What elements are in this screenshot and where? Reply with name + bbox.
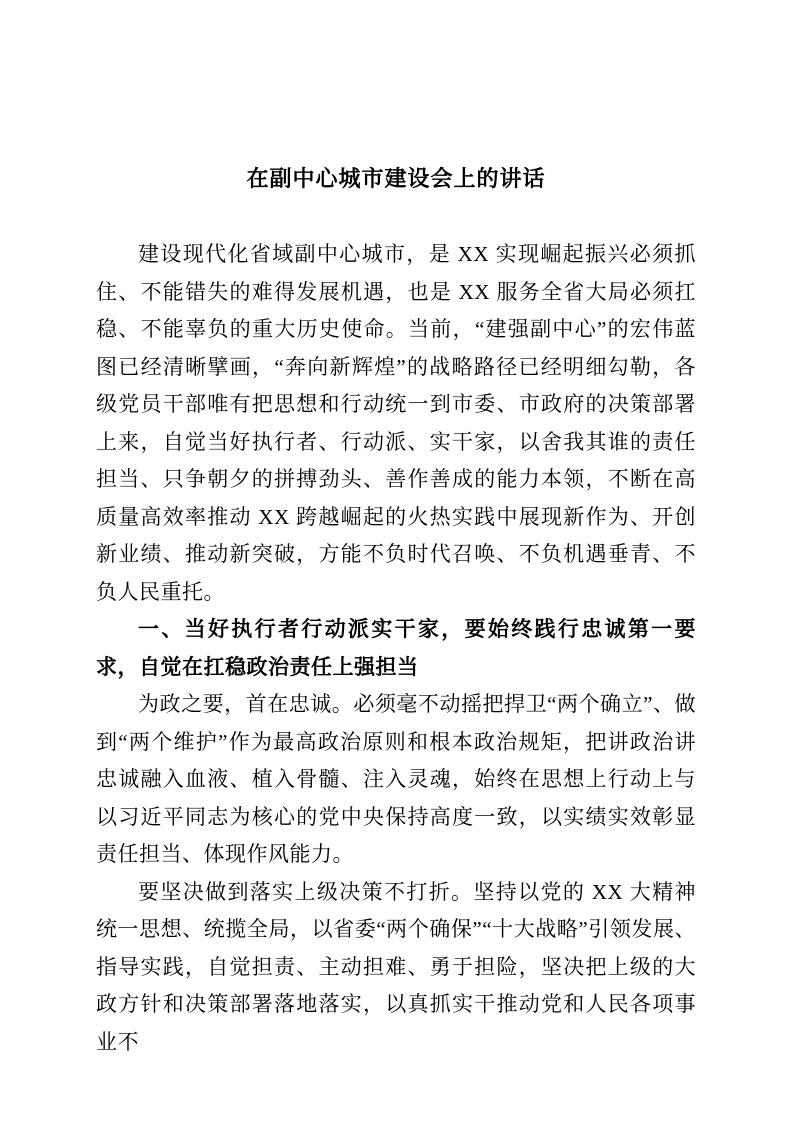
paragraph-loyalty: 为政之要，首在忠诚。必须毫不动摇把捍卫“两个确立”、做到“两个维护”作为最高政治原则和根本政治规矩，把讲政治讲忠诚融入血液、植入骨髓、注入灵魂，始终在思想上行动上与以习近平同志为核心的党中央保持高度一致，以实绩实效彰显责任担当、体现作风能力。 — [96, 692, 696, 866]
paragraph-intro: 建设现代化省域副中心城市，是 XX 实现崛起振兴必须抓住、不能错失的难得发展机遇，也是 XX 服务全省大局必须扛稳、不能辜负的重大历史使命。当前，“建强副中心”的宏伟蓝图已经清晰擘画，“奔向新辉煌”的战略路径已经明细勾勒，各级党员干部唯有把思想和行动统一到市委、市政府的决策部署上来，自觉当好执行者、行动派、实干家，以舍我其谁的责任担当、只争朝夕的拼搏劲头、善作善成的能力本领，不断在高质量高效率推动 XX 跨越崛起的火热实践中展现新作为、开创新业绩、推动新突破，方能不负时代召唤、不负机遇垂青、不负人民重托。 — [96, 242, 696, 604]
paragraph-implementation: 要坚决做到落实上级决策不打折。坚持以党的 XX 大精神统一思想、统揽全局，以省委“两个确保”“十大战略”引领发展、指导实践，自觉担责、主动担难、勇于担险，坚决把上级的大政方针和决策部署落地落实，以真抓实干推动党和人民各项事业不 — [96, 879, 696, 1054]
document-title: 在副中心城市建设会上的讲话 — [246, 166, 546, 191]
section-heading-1: 一、当好执行者行动派实干家，要始终践行忠诚第一要求，自觉在扛稳政治责任上强担当 — [96, 617, 696, 679]
